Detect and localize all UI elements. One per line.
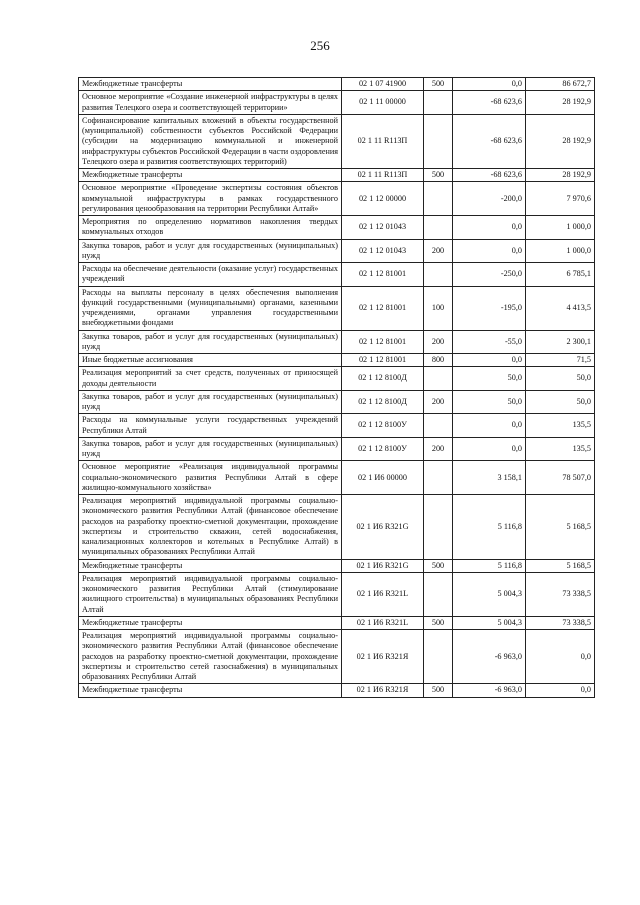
- expense-type: 500: [424, 559, 453, 572]
- expense-type: 100: [424, 286, 453, 330]
- expense-type: [424, 495, 453, 560]
- target-code: 02 1 11 R113П: [342, 169, 424, 182]
- total-amount: 2 300,1: [526, 330, 595, 354]
- total-amount: 28 192,9: [526, 169, 595, 182]
- target-code: 02 1 И6 R321L: [342, 572, 424, 616]
- expense-type: 200: [424, 239, 453, 263]
- change-amount: 0,0: [453, 414, 526, 438]
- expense-type: 200: [424, 330, 453, 354]
- row-name: Реализация мероприятий индивидуальной программы социально-экономического развития Республики Алтай (финансовое обеспечение расходов на разработку проектно-сметной документации, прохождение экспертизы и строительство скважин, сетей водоснабжения, канализационных коллекторов и котельных в Республике Алтай) в муниципальных образованиях Республики Алтай: [79, 495, 342, 560]
- table-row: [79, 495, 595, 560]
- target-code: 02 1 12 8100Д: [342, 367, 424, 391]
- total-amount: 78 507,0: [526, 461, 595, 495]
- target-code: 02 1 12 81001: [342, 354, 424, 367]
- row-name: Основное мероприятие «Проведение экспертизы состояния объектов коммунальной инфраструктуры в рамках государственного регулирования ценообразования на территории Республики Алтай»: [79, 182, 342, 216]
- row-name: Реализация мероприятий индивидуальной программы социально-экономического развития Республики Алтай (финансовое обеспечение расходов на разработку проектно-сметной документации, прохождение экспертизы и строительство сетей газоснабжения) в муниципальных образованиях Республики Алтай: [79, 630, 342, 684]
- total-amount: 135,5: [526, 414, 595, 438]
- table-row: [79, 114, 595, 168]
- total-amount: 28 192,9: [526, 114, 595, 168]
- change-amount: -68 623,6: [453, 91, 526, 115]
- target-code: 02 1 12 81001: [342, 263, 424, 287]
- row-name: Софинансирование капитальных вложений в объекты государственной (муниципальной) собственности субъектов Российской Федерации (субсидии на модернизацию коммунальной и инженерной инфраструктуры субъектов Российской Федерации в части оздоровления Телецкого озера и развития соответствующих территорий): [79, 114, 342, 168]
- target-code: 02 1 12 8100У: [342, 437, 424, 461]
- change-amount: -195,0: [453, 286, 526, 330]
- table-row: [79, 182, 595, 216]
- budget-table: [78, 77, 595, 698]
- change-amount: 0,0: [453, 239, 526, 263]
- row-name: Межбюджетные трансферты: [79, 169, 342, 182]
- table-row: [79, 367, 595, 391]
- budget-table-body: [79, 78, 595, 698]
- expense-type: 800: [424, 354, 453, 367]
- total-amount: 5 168,5: [526, 495, 595, 560]
- row-name: Иные бюджетные ассигнования: [79, 354, 342, 367]
- change-amount: 50,0: [453, 390, 526, 414]
- total-amount: 135,5: [526, 437, 595, 461]
- target-code: 02 1 11 00000: [342, 91, 424, 115]
- row-name: Закупка товаров, работ и услуг для государственных (муниципальных) нужд: [79, 239, 342, 263]
- table-row: [79, 216, 595, 240]
- expense-type: 500: [424, 169, 453, 182]
- table-row: [79, 414, 595, 438]
- total-amount: 50,0: [526, 367, 595, 391]
- change-amount: 50,0: [453, 367, 526, 391]
- change-amount: 3 158,1: [453, 461, 526, 495]
- target-code: 02 1 И6 R321G: [342, 495, 424, 560]
- table-row: [79, 91, 595, 115]
- table-row: [79, 330, 595, 354]
- expense-type: [424, 182, 453, 216]
- target-code: 02 1 07 41900: [342, 78, 424, 91]
- table-row: [79, 78, 595, 91]
- total-amount: 5 168,5: [526, 559, 595, 572]
- expense-type: [424, 630, 453, 684]
- total-amount: 71,5: [526, 354, 595, 367]
- change-amount: -68 623,6: [453, 169, 526, 182]
- target-code: 02 1 12 00000: [342, 182, 424, 216]
- expense-type: 200: [424, 390, 453, 414]
- total-amount: 73 338,5: [526, 616, 595, 629]
- target-code: 02 1 12 81001: [342, 330, 424, 354]
- target-code: 02 1 12 8100Д: [342, 390, 424, 414]
- total-amount: 6 785,1: [526, 263, 595, 287]
- total-amount: 4 413,5: [526, 286, 595, 330]
- change-amount: -250,0: [453, 263, 526, 287]
- expense-type: 200: [424, 437, 453, 461]
- row-name: Закупка товаров, работ и услуг для государственных (муниципальных) нужд: [79, 437, 342, 461]
- change-amount: 0,0: [453, 78, 526, 91]
- table-row: [79, 286, 595, 330]
- table-row: [79, 572, 595, 616]
- expense-type: 500: [424, 616, 453, 629]
- target-code: 02 1 И6 R321L: [342, 616, 424, 629]
- expense-type: 500: [424, 684, 453, 697]
- row-name: Расходы на выплаты персоналу в целях обеспечения выполнения функций государственными (муниципальными) органами, казенными учреждениями, органами управления государственными внебюджетными фондами: [79, 286, 342, 330]
- expense-type: [424, 91, 453, 115]
- page-number: 256: [310, 38, 330, 53]
- row-name: Основное мероприятие «Создание инженерной инфраструктуры в целях развития Телецкого озера и соответствующей территории»: [79, 91, 342, 115]
- expense-type: 500: [424, 78, 453, 91]
- target-code: 02 1 И6 R321G: [342, 559, 424, 572]
- row-name: Межбюджетные трансферты: [79, 559, 342, 572]
- expense-type: [424, 414, 453, 438]
- row-name: Межбюджетные трансферты: [79, 616, 342, 629]
- row-name: Расходы на обеспечение деятельности (оказание услуг) государственных учреждений: [79, 263, 342, 287]
- expense-type: [424, 461, 453, 495]
- row-name: Реализация мероприятий за счет средств, полученных от приносящей доходы деятельности: [79, 367, 342, 391]
- row-name: Закупка товаров, работ и услуг для государственных (муниципальных) нужд: [79, 330, 342, 354]
- target-code: 02 1 12 01043: [342, 216, 424, 240]
- total-amount: 86 672,7: [526, 78, 595, 91]
- total-amount: 28 192,9: [526, 91, 595, 115]
- row-name: Расходы на коммунальные услуги государственных учреждений Республики Алтай: [79, 414, 342, 438]
- expense-type: [424, 572, 453, 616]
- total-amount: 0,0: [526, 630, 595, 684]
- row-name: Межбюджетные трансферты: [79, 78, 342, 91]
- change-amount: 0,0: [453, 216, 526, 240]
- target-code: 02 1 11 R113П: [342, 114, 424, 168]
- table-row: [79, 437, 595, 461]
- target-code: 02 1 12 81001: [342, 286, 424, 330]
- target-code: 02 1 И6 R321Я: [342, 630, 424, 684]
- change-amount: -6 963,0: [453, 630, 526, 684]
- table-row: [79, 616, 595, 629]
- target-code: 02 1 12 01043: [342, 239, 424, 263]
- change-amount: -200,0: [453, 182, 526, 216]
- expense-type: [424, 263, 453, 287]
- target-code: 02 1 12 8100У: [342, 414, 424, 438]
- table-row: [79, 684, 595, 697]
- row-name: Закупка товаров, работ и услуг для государственных (муниципальных) нужд: [79, 390, 342, 414]
- table-row: [79, 239, 595, 263]
- table-row: [79, 169, 595, 182]
- target-code: 02 1 И6 00000: [342, 461, 424, 495]
- table-row: [79, 559, 595, 572]
- change-amount: 5 004,3: [453, 616, 526, 629]
- change-amount: -55,0: [453, 330, 526, 354]
- total-amount: 1 000,0: [526, 216, 595, 240]
- expense-type: [424, 114, 453, 168]
- change-amount: 5 004,3: [453, 572, 526, 616]
- change-amount: 5 116,8: [453, 495, 526, 560]
- change-amount: 0,0: [453, 354, 526, 367]
- change-amount: 5 116,8: [453, 559, 526, 572]
- row-name: Реализация мероприятий индивидуальной программы социально-экономического развития Республики Алтай (стимулирование жилищного строительства) в муниципальных образованиях Республики Алтай: [79, 572, 342, 616]
- table-row: [79, 354, 595, 367]
- total-amount: 1 000,0: [526, 239, 595, 263]
- total-amount: 7 970,6: [526, 182, 595, 216]
- total-amount: 73 338,5: [526, 572, 595, 616]
- table-row: [79, 630, 595, 684]
- row-name: Основное мероприятие «Реализация индивидуальной программы социально-экономического развития Республики Алтай в сфере жилищно-коммунального хозяйства»: [79, 461, 342, 495]
- change-amount: -6 963,0: [453, 684, 526, 697]
- table-row: [79, 263, 595, 287]
- target-code: 02 1 И6 R321Я: [342, 684, 424, 697]
- row-name: Межбюджетные трансферты: [79, 684, 342, 697]
- expense-type: [424, 216, 453, 240]
- total-amount: 0,0: [526, 684, 595, 697]
- table-row: [79, 461, 595, 495]
- expense-type: [424, 367, 453, 391]
- change-amount: -68 623,6: [453, 114, 526, 168]
- total-amount: 50,0: [526, 390, 595, 414]
- change-amount: 0,0: [453, 437, 526, 461]
- table-row: [79, 390, 595, 414]
- row-name: Мероприятия по определению нормативов накопления твердых коммунальных отходов: [79, 216, 342, 240]
